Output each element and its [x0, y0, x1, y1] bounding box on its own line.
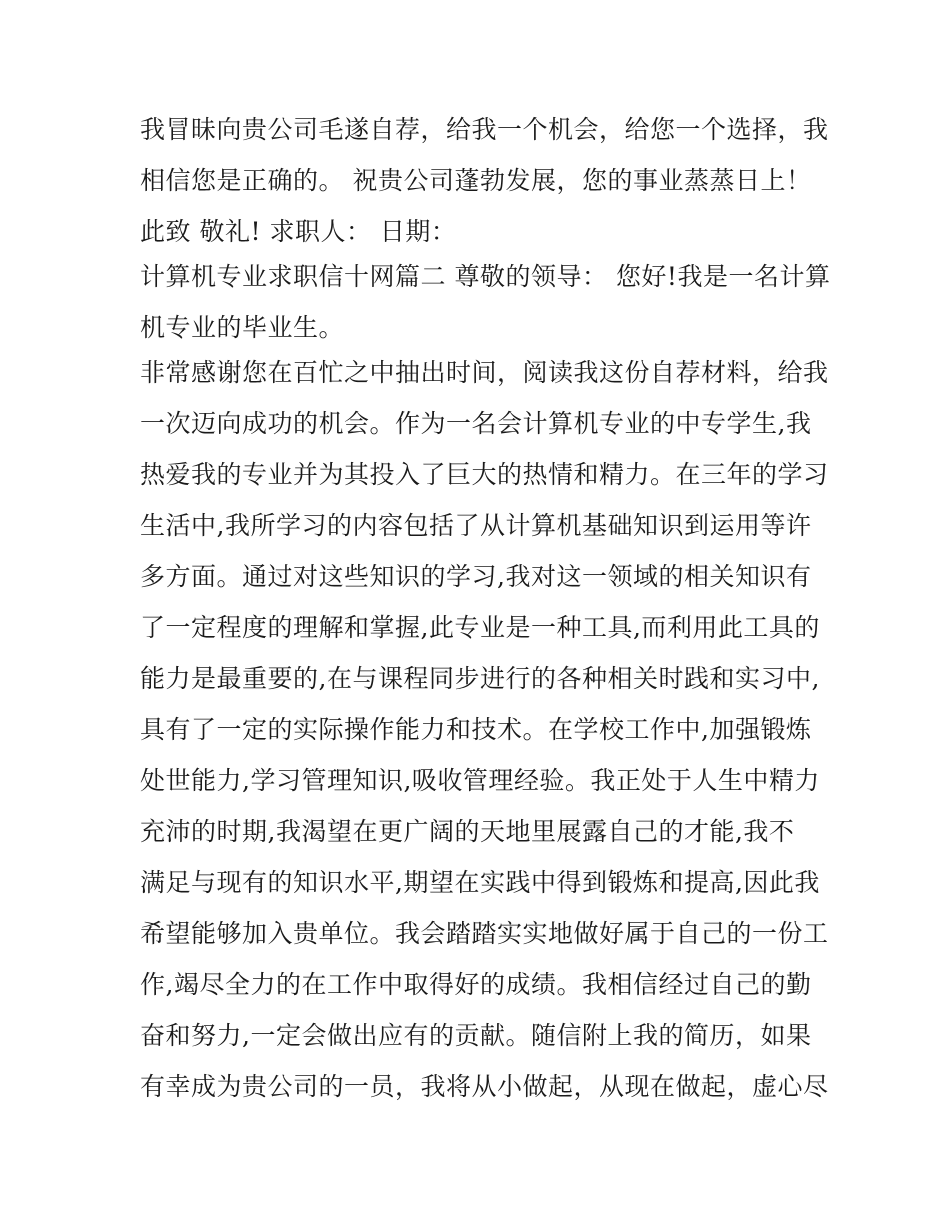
text-line: 相信您是正确的。 祝贵公司蓬勃发展，您的事业蒸蒸日上！ [140, 166, 812, 195]
text-line: 了一定程度的理解和掌握,此专业是一种工具,而利用此工具的 [140, 613, 820, 642]
text-line: 一次迈向成功的机会。作为一名会计算机专业的中专学生,我 [140, 409, 812, 438]
text-line: 希望能够加入贵单位。我会踏踏实实地做好属于自己的一份工 [140, 919, 829, 948]
text-line: 奋和努力,一定会做出应有的贡献。随信附上我的简历，如果 [140, 1021, 812, 1050]
text-line: 多方面。通过对这些知识的学习,我对这一领域的相关知识有 [140, 562, 812, 591]
text-line: 计算机专业求职信十网篇二 尊敬的领导： 您好!我是一名计算 [140, 262, 831, 291]
text-line: 具有了一定的实际操作能力和技术。在学校工作中,加强锻炼 [140, 715, 812, 744]
text-line: 生活中,我所学习的内容包括了从计算机基础知识到运用等许 [140, 511, 812, 540]
text-line: 机专业的毕业生。 [140, 313, 345, 342]
text-line: 处世能力,学习管理知识,吸收管理经验。我正处于人生中精力 [140, 766, 820, 795]
text-line: 充沛的时期,我渴望在更广阔的天地里展露自己的才能,我不 [140, 817, 795, 846]
text-line: 我冒昧向贵公司毛遂自荐，给我一个机会，给您一个选择，我 [140, 115, 829, 144]
text-line: 热爱我的专业并为其投入了巨大的热情和精力。在三年的学习 [140, 460, 829, 489]
text-line: 满足与现有的知识水平,期望在实践中得到锻炼和提高,因此我 [140, 868, 820, 897]
text-line: 作,竭尽全力的在工作中取得好的成绩。我相信经过自己的勤 [140, 970, 812, 999]
text-line: 能力是最重要的,在与课程同步进行的各种相关时践和实习中, [140, 664, 820, 693]
text-line: 非常感谢您在百忙之中抽出时间，阅读我这份自荐材料，给我 [140, 358, 829, 387]
letter-body [140, 108, 830, 1116]
text-line: 此致 敬礼! 求职人： 日期： [140, 217, 457, 246]
text-line: 有幸成为贵公司的一员，我将从小做起，从现在做起，虚心尽 [140, 1072, 829, 1101]
